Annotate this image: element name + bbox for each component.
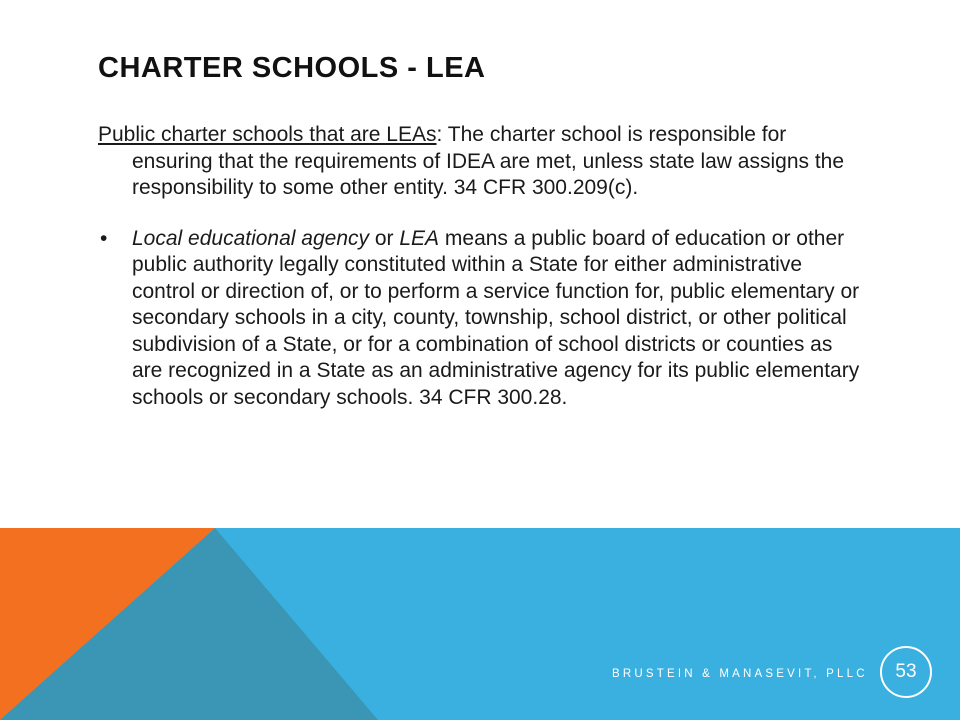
term-lea: LEA (399, 226, 440, 250)
bullet-item (98, 226, 868, 412)
page-number: 53 (895, 661, 917, 682)
bullet-marker: • (100, 226, 108, 250)
paragraph-charter-lea (98, 122, 868, 202)
term-local-educational-agency: Local educational agency (132, 226, 370, 250)
bullet-text (132, 227, 859, 409)
slide-body (98, 122, 868, 411)
page-number-badge (880, 646, 932, 698)
paragraph-rest: : The charter school is responsible for ensuring that the requirements of IDEA are met, unless state law assigns the responsibility to some other entity. 34 CFR 300.209(c). (132, 123, 845, 199)
definition-text: means a public board of education or other public authority legally constituted within a State for either administrative control or direction of, or to perform a service function for, public elementary or secondary schools in a city, county, township, school district, or other political subdivision of a State, or for a combination of school districts or counties as are recognized in a State as an administrative agency for its public elementary schools or secondary schools. 34 CFR 300.28. (132, 226, 860, 409)
slide-title: CHARTER SCHOOLS - LEA (98, 52, 486, 84)
term-or: or (369, 226, 400, 250)
footer-firm-name: BRUSTEIN & MANASEVIT, PLLC (612, 668, 868, 680)
underlined-lead: Public charter schools that are LEAs (98, 123, 437, 146)
